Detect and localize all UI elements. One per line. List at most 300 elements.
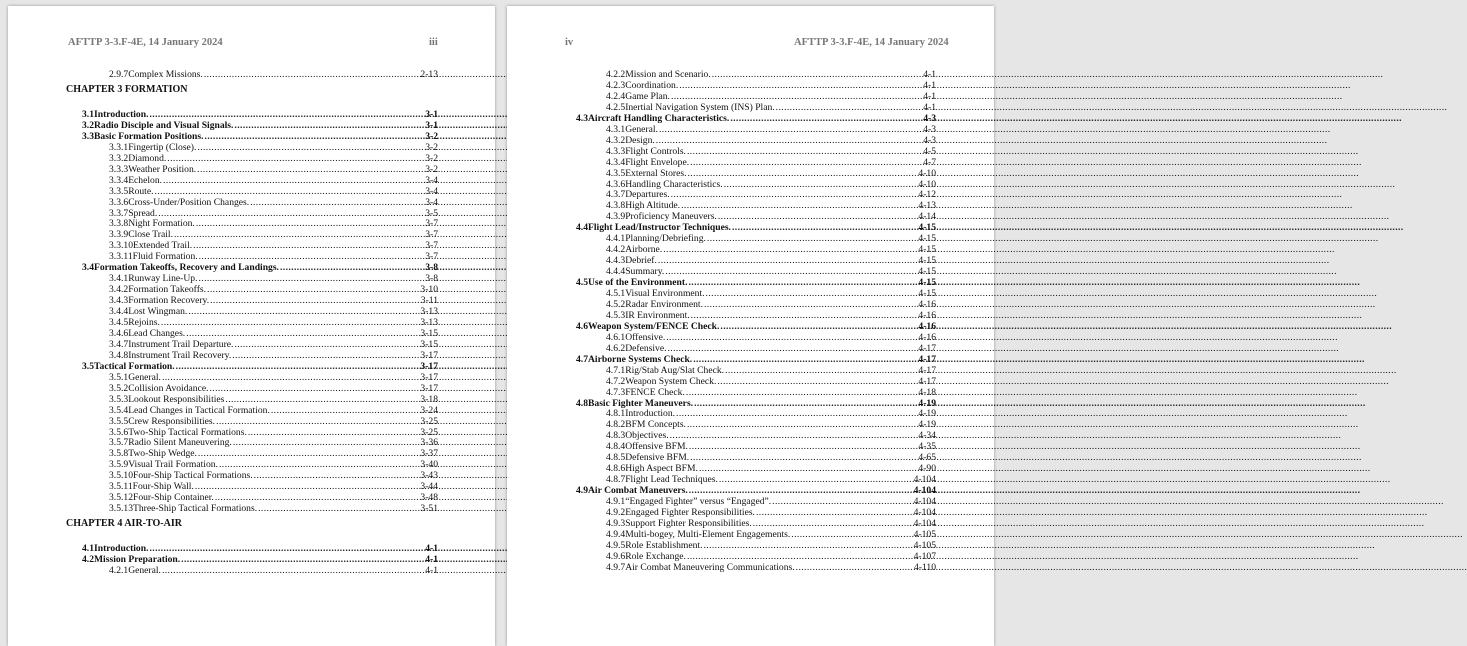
toc-subsection-entry[interactable]: [109, 448, 438, 459]
toc-section-entry[interactable]: [576, 222, 936, 233]
toc-entry-title: Introduction.: [94, 543, 149, 555]
dot-leader: [690, 452, 917, 463]
dot-leader: [232, 350, 419, 361]
dot-leader: [174, 229, 424, 240]
dot-leader: [149, 109, 424, 120]
toc-subsection-entry[interactable]: [109, 229, 438, 240]
toc-subsection-entry[interactable]: [606, 419, 936, 430]
toc-entry-title: IR Environment.: [625, 309, 690, 321]
toc-entry-number: 3.4.2: [109, 284, 129, 296]
toc-subsection-entry[interactable]: [606, 507, 936, 518]
toc-entry-title: Crew Responsibilities.: [128, 415, 216, 427]
toc-section-entry[interactable]: [82, 120, 438, 131]
dot-leader: [149, 543, 424, 554]
toc-entry-page: 3-4: [425, 196, 438, 208]
toc-entry-title: Use of the Environment.: [588, 277, 688, 289]
toc-entry-page: 4-17: [918, 353, 936, 365]
toc-entry-number: 3.3.5: [109, 185, 129, 197]
toc-subsection-entry[interactable]: [606, 376, 936, 387]
dot-leader: [706, 288, 918, 299]
toc-section-entry[interactable]: [82, 361, 438, 372]
toc-subsection-entry[interactable]: [109, 383, 438, 394]
dot-leader: [186, 328, 419, 339]
toc-entry-title: Defensive.: [625, 342, 667, 354]
toc-entry-number: 3.3.2: [109, 152, 129, 164]
toc-entry-page: 4-1: [425, 554, 438, 566]
toc-entry-number: 4.8: [576, 397, 588, 409]
toc-section-entry[interactable]: [576, 398, 936, 409]
toc-entry-page: 3-7: [425, 218, 438, 230]
toc-entry-page: 4-1: [923, 79, 936, 91]
toc-entry-page: 3-8: [425, 273, 438, 285]
toc-subsection-entry[interactable]: [606, 179, 936, 190]
toc-subsection-entry[interactable]: [109, 437, 438, 448]
toc-entry-title: Runway Line-Up.: [128, 273, 198, 285]
toc-entry-page: 4-15: [918, 266, 936, 278]
toc-subsection-entry[interactable]: [109, 339, 438, 350]
toc-subsection-entry[interactable]: [606, 157, 936, 168]
toc-entry-title: Close Trail.: [128, 229, 173, 241]
dot-leader: [689, 277, 918, 288]
toc-entry-page: 3-15: [420, 327, 438, 339]
dot-leader: [658, 255, 918, 266]
toc-subsection-entry[interactable]: [606, 387, 936, 398]
dot-leader: [687, 168, 917, 179]
toc-subsection-entry[interactable]: [109, 69, 438, 80]
toc-subsection-entry[interactable]: [109, 208, 438, 219]
toc-entry-title: Rejoins.: [128, 317, 160, 328]
dot-leader: [205, 131, 425, 142]
toc-subsection-entry[interactable]: [606, 452, 936, 463]
toc-entry-number: 3.4: [82, 262, 94, 274]
toc-entry-title: External Stores.: [625, 167, 687, 179]
toc-entry-number: 3.3.3: [109, 163, 129, 175]
toc-subsection-entry[interactable]: [606, 430, 936, 441]
toc-entry-number: 4.3.7: [606, 189, 626, 201]
toc-entry-number: 3.4.7: [109, 338, 129, 350]
toc-entry-page: 4-104: [913, 485, 936, 497]
toc-entry-title: Airborne Systems Check.: [588, 353, 693, 365]
toc-entry-title: Tactical Formation.: [94, 360, 175, 372]
toc-entry-number: 4.9.2: [606, 507, 626, 518]
toc-entry-number: 4.8.7: [606, 474, 626, 486]
toc-entry-number: 4.3.2: [606, 134, 626, 146]
toc-entry-title: Coordination.: [625, 79, 679, 91]
toc-subsection-entry[interactable]: [109, 175, 438, 186]
toc-subsection-entry[interactable]: [606, 233, 936, 244]
dot-leader: [209, 383, 419, 394]
toc-entry-page: 4-65: [918, 452, 936, 464]
toc-entry-page: 4-34: [918, 430, 936, 442]
toc-subsection-entry[interactable]: [109, 295, 438, 306]
dot-leader: [670, 430, 918, 441]
toc-entry-number: 4.8.4: [606, 441, 626, 453]
dot-leader: [254, 470, 420, 481]
toc-entry-page: 3-7: [425, 251, 438, 263]
toc-entry-number: 3.4.4: [109, 306, 129, 318]
toc-entry-title: “Engaged Fighter” versus “Engaged”.: [625, 496, 772, 508]
toc-entry-title: Complex Missions.: [128, 69, 203, 80]
dot-leader: [707, 233, 917, 244]
toc-entry-page: 3-7: [425, 229, 438, 241]
toc-entry-number: 4.9.4: [606, 528, 626, 540]
toc-subsection-entry[interactable]: [606, 365, 936, 376]
dot-leader: [703, 540, 912, 551]
toc-entry-number: 3.5.12: [109, 492, 133, 504]
toc-entry-title: Night Formation.: [128, 218, 195, 230]
toc-entry-title: High Altitude.: [625, 200, 681, 212]
toc-entry-number: 4.5: [576, 277, 588, 289]
page-number: iii: [429, 37, 438, 48]
dot-leader: [681, 200, 917, 211]
toc-subsection-entry[interactable]: [606, 310, 936, 321]
dot-leader: [250, 197, 424, 208]
toc-subsection-entry[interactable]: [606, 496, 936, 507]
toc-subsection-entry[interactable]: [606, 91, 936, 102]
toc-entry-page: 3-1: [425, 119, 438, 131]
toc-entry-page: 3-44: [420, 481, 438, 493]
toc-subsection-entry[interactable]: [109, 306, 438, 317]
toc-entry-title: General.: [128, 565, 161, 576]
dot-leader: [188, 306, 419, 317]
toc-entry-number: 4.9.3: [606, 517, 626, 529]
toc-subsection-entry[interactable]: [109, 372, 438, 383]
toc-subsection-entry[interactable]: [109, 394, 438, 405]
toc-entry-title: Multi-bogey, Multi-Element Engagements.: [625, 528, 791, 540]
toc-entry-title: Flight Controls.: [625, 145, 686, 157]
toc-entry-page: 4-105: [913, 539, 936, 551]
toc-entry-page: 4-17: [918, 364, 936, 376]
toc-entry-title: Aircraft Handling Characteristics.: [588, 112, 730, 124]
dot-leader: [796, 562, 913, 573]
toc-entry-number: 3.5: [82, 360, 94, 372]
toc-section-entry[interactable]: [82, 131, 438, 142]
toc-entry-page: 4-14: [918, 211, 936, 223]
toc-entry-number: 4.8.2: [606, 419, 626, 431]
toc-subsection-entry[interactable]: [606, 529, 936, 540]
toc-section-entry[interactable]: [576, 321, 936, 332]
toc-entry-title: Flight Lead/Instructor Techniques.: [588, 222, 731, 234]
dot-leader: [724, 179, 918, 190]
toc-entry-title: Offensive BFM.: [625, 441, 688, 453]
toc-entry-page: 4-10: [918, 178, 936, 190]
toc-subsection-entry[interactable]: [109, 416, 438, 427]
dot-leader: [690, 157, 922, 168]
toc-entry-title: General.: [128, 371, 161, 383]
chapter-heading: CHAPTER 4 AIR-TO-AIR: [66, 518, 182, 530]
toc-entry-title: Instrument Trail Recovery.: [128, 349, 232, 361]
toc-entry-title: Four-Ship Wall.: [132, 481, 194, 493]
toc-subsection-entry[interactable]: [606, 299, 936, 310]
toc-entry-page: 3-10: [420, 284, 438, 296]
toc-entry-page: 3-15: [420, 338, 438, 350]
dot-leader: [753, 518, 913, 529]
toc-subsection-entry[interactable]: [606, 562, 936, 573]
dot-leader: [666, 332, 917, 343]
toc-entry-number: 3.5.8: [109, 448, 129, 460]
toc-subsection-entry[interactable]: [606, 244, 936, 255]
toc-entry-number: 4.3.5: [606, 167, 626, 179]
toc-entry-number: 4.9.1: [606, 496, 626, 508]
toc-entry-page: 3-17: [420, 382, 438, 394]
toc-entry-page: 3-36: [420, 437, 438, 449]
toc-entry-number: 3.5.5: [109, 415, 129, 427]
toc-entry-page: 4-16: [918, 309, 936, 321]
toc-subsection-entry[interactable]: [606, 540, 936, 551]
toc-subsection-entry[interactable]: [109, 328, 438, 339]
toc-subsection-entry[interactable]: [606, 211, 936, 222]
dot-leader: [181, 554, 424, 565]
chapter-heading: CHAPTER 3 FORMATION: [66, 83, 188, 95]
toc-entry-page: 3-43: [420, 470, 438, 482]
toc-entry-title: Debrief.: [625, 255, 657, 267]
toc-entry-page: 4-3: [923, 112, 936, 124]
dot-leader: [718, 211, 918, 222]
toc-entry-page: 4-19: [918, 408, 936, 420]
toc-section-entry[interactable]: [576, 485, 936, 496]
toc-subsection-entry[interactable]: [109, 470, 438, 481]
toc-subsection-entry[interactable]: [606, 124, 936, 135]
toc-entry-title: Airborne.: [625, 244, 663, 256]
toc-entry-page: 4-16: [918, 331, 936, 343]
toc-entry-page: 3-17: [420, 371, 438, 383]
toc-entry-number: 4.4.1: [606, 233, 626, 245]
toc-entry-number: 4.7: [576, 353, 588, 365]
toc-entry-page: 3-4: [425, 174, 438, 186]
toc-subsection-entry[interactable]: [606, 288, 936, 299]
dot-leader: [215, 492, 420, 503]
toc-entry-number: 4.8.5: [606, 452, 626, 464]
toc-subsection-entry[interactable]: [109, 153, 438, 164]
toc-subsection-entry[interactable]: [109, 218, 438, 229]
toc-section-entry[interactable]: [82, 262, 438, 273]
dot-leader: [198, 273, 424, 284]
toc-entry-number: 4.4.3: [606, 255, 626, 267]
dot-leader: [687, 419, 917, 430]
dot-leader: [233, 437, 420, 448]
dot-leader: [193, 240, 424, 251]
toc-subsection-entry[interactable]: [109, 565, 438, 576]
toc-entry-title: Role Establishment.: [625, 539, 703, 551]
toc-subsection-entry[interactable]: [606, 332, 936, 343]
toc-subsection-entry[interactable]: [109, 481, 438, 492]
toc-entry-number: 4.4.2: [606, 244, 626, 256]
toc-entry-page: 4-35: [918, 441, 936, 453]
toc-subsection-entry[interactable]: [109, 503, 438, 514]
toc-entry-number: 4.3.1: [606, 123, 626, 135]
toc-subsection-entry[interactable]: [606, 189, 936, 200]
dot-leader: [234, 120, 424, 131]
toc-entry-number: 3.3.10: [109, 240, 133, 252]
toc-subsection-entry[interactable]: [606, 474, 936, 485]
toc-entry-page: 4-107: [913, 550, 936, 562]
toc-entry-number: 3.3: [82, 130, 94, 142]
dot-leader: [280, 262, 424, 273]
toc-subsection-entry[interactable]: [109, 240, 438, 251]
toc-subsection-entry[interactable]: [606, 135, 936, 146]
toc-entry-title: Visual Environment.: [625, 288, 705, 299]
toc-entry-page: 4-17: [918, 342, 936, 354]
toc-section-entry[interactable]: [576, 354, 936, 365]
toc-entry-number: 3.3.4: [109, 174, 129, 186]
toc-entry-page: 3-7: [425, 240, 438, 252]
dot-leader: [197, 164, 424, 175]
toc-entry-number: 3.3.11: [109, 251, 133, 263]
toc-entry-title: Weapon System Check.: [625, 375, 717, 387]
dot-leader: [791, 529, 912, 540]
toc-subsection-entry[interactable]: [606, 200, 936, 211]
toc-entry-page: 4-15: [918, 277, 936, 289]
dot-leader: [689, 485, 913, 496]
dot-leader: [258, 503, 419, 514]
toc-entry-number: 3.1: [82, 108, 94, 120]
toc-entry-page: 2-13: [420, 69, 438, 80]
toc-entry-title: Formation Recovery.: [128, 295, 210, 307]
toc-section-entry[interactable]: [576, 277, 936, 288]
toc-subsection-entry[interactable]: [109, 350, 438, 361]
toc-entry-page: 3-18: [420, 393, 438, 405]
toc-entry-page: 4-15: [918, 233, 936, 245]
toc-entry-number: 4.7.2: [606, 375, 626, 387]
toc-entry-title: FENCE Check.: [625, 386, 685, 398]
toc-entry-number: 4.8.3: [606, 430, 626, 442]
toc-section-entry[interactable]: [82, 543, 438, 554]
toc-entry-page: 4-15: [918, 255, 936, 267]
toc-entry-title: Formation Takeoffs.: [128, 284, 207, 296]
dot-leader: [712, 69, 922, 80]
toc-subsection-entry[interactable]: [606, 463, 936, 474]
toc-entry-title: Support Fighter Responsibilities.: [625, 517, 752, 529]
toc-subsection-entry[interactable]: [109, 273, 438, 284]
toc-entry-title: Extended Trail.: [132, 240, 193, 252]
toc-subsection-entry[interactable]: [606, 80, 936, 91]
toc-subsection-entry[interactable]: [109, 142, 438, 153]
toc-entry-page: 4-18: [918, 386, 936, 398]
dot-leader: [693, 354, 917, 365]
toc-entry-number: 3.5.6: [109, 426, 129, 438]
toc-subsection-entry[interactable]: [109, 459, 438, 470]
toc-entry-title: Four-Ship Container.: [132, 492, 214, 504]
toc-subsection-entry[interactable]: [109, 405, 438, 416]
toc-entry-number: 4.5.3: [606, 309, 626, 321]
toc-entry-title: Mission Preparation.: [94, 554, 181, 566]
dot-leader: [667, 343, 917, 354]
toc-entry-page: 3-2: [425, 163, 438, 175]
toc-subsection-entry[interactable]: [606, 255, 936, 266]
toc-entry-number: 4.2.4: [606, 90, 626, 102]
dot-leader: [271, 405, 420, 416]
toc-entry-title: Basic Formation Positions.: [94, 130, 204, 142]
toc-entry-title: Three-Ship Tactical Formations.: [132, 503, 258, 515]
toc-entry-number: 3.4.8: [109, 349, 129, 361]
toc-entry-title: Two-Ship Wedge.: [128, 448, 197, 460]
toc-subsection-entry[interactable]: [606, 343, 936, 354]
dot-leader: [776, 102, 923, 113]
dot-leader: [158, 208, 424, 219]
toc-entry-number: 3.3.7: [109, 207, 129, 219]
dot-leader: [704, 299, 917, 310]
toc-entry-title: Proficiency Maneuvers.: [625, 211, 717, 223]
dot-leader: [225, 394, 419, 405]
toc-entry-number: 4.7.3: [606, 386, 626, 398]
toc-entry-number: 3.4.1: [109, 273, 129, 285]
page-number: iv: [565, 37, 574, 48]
toc-entry-page: 3-17: [420, 349, 438, 361]
toc-entry-page: 4-15: [918, 222, 936, 234]
toc-section-entry[interactable]: [82, 554, 438, 565]
toc-section-entry[interactable]: [576, 113, 936, 124]
toc-entry-number: 4.2.1: [109, 565, 129, 576]
toc-entry-title: Four-Ship Tactical Formations.: [132, 470, 253, 482]
toc-subsection-entry[interactable]: [109, 164, 438, 175]
dot-leader: [248, 427, 420, 438]
toc-entry-page: 3-17: [420, 360, 438, 372]
toc-entry-number: 3.5.10: [109, 470, 133, 482]
toc-entry-number: 4.3.6: [606, 178, 626, 190]
toc-entry-page: 4-1: [923, 69, 936, 80]
toc-entry-page: 4-3: [923, 123, 936, 135]
toc-section-entry[interactable]: [82, 109, 438, 120]
toc-entry-title: Rig/Stab Aug/Slat Check.: [625, 364, 725, 376]
toc-entry-page: 4-1: [425, 565, 438, 576]
dot-leader: [689, 441, 918, 452]
toc-subsection-entry[interactable]: [606, 146, 936, 157]
toc-subsection-entry[interactable]: [606, 441, 936, 452]
toc-entry-page: 3-48: [420, 492, 438, 504]
toc-entry-title: Lost Wingman.: [128, 306, 188, 318]
toc-subsection-entry[interactable]: [109, 427, 438, 438]
toc-entry-page: 4-7: [923, 156, 936, 168]
toc-entry-page: 3-2: [425, 130, 438, 142]
toc-entry-page: 4-19: [918, 397, 936, 409]
toc-subsection-entry[interactable]: [606, 518, 936, 529]
toc-entry-title: Flight Envelope.: [625, 156, 690, 168]
toc-entry-title: Planning/Debriefing.: [625, 233, 706, 245]
toc-subsection-entry[interactable]: [606, 168, 936, 179]
toc-entry-page: 4-15: [918, 288, 936, 299]
toc-subsection-entry[interactable]: [606, 551, 936, 562]
toc-entry-page: 3-1: [425, 108, 438, 120]
toc-subsection-entry[interactable]: [109, 492, 438, 503]
toc-subsection-entry[interactable]: [606, 69, 936, 80]
toc-entry-number: 3.5.2: [109, 382, 129, 394]
toc-entry-title: General.: [625, 123, 658, 135]
toc-entry-page: 3-5: [425, 207, 438, 219]
dot-leader: [725, 365, 917, 376]
toc-entry-title: Design.: [625, 134, 655, 146]
toc-subsection-entry[interactable]: [109, 251, 438, 262]
toc-subsection-entry[interactable]: [109, 284, 438, 295]
dot-leader: [198, 448, 419, 459]
dot-leader: [204, 69, 420, 80]
toc-entry-title: Air Combat Maneuvers.: [588, 485, 688, 497]
toc-entry-title: Role Exchange.: [625, 550, 686, 562]
toc-subsection-entry[interactable]: [109, 186, 438, 197]
dot-leader: [162, 372, 419, 383]
toc-entry-title: Fingertip (Close).: [128, 141, 197, 153]
toc-page-right: [507, 6, 994, 646]
toc-subsection-entry[interactable]: [606, 408, 936, 419]
running-header-title: AFTTP 3-3.F-4E, 14 January 2024: [68, 37, 223, 48]
toc-subsection-entry[interactable]: [109, 317, 438, 328]
toc-subsection-entry[interactable]: [606, 102, 936, 113]
toc-entry-title: Lead Changes.: [128, 327, 186, 339]
toc-entry-number: 3.5.13: [109, 503, 133, 515]
toc-subsection-entry[interactable]: [606, 266, 936, 277]
toc-entry-page: 3-37: [420, 448, 438, 460]
toc-entry-page: 3-4: [425, 185, 438, 197]
toc-subsection-entry[interactable]: [109, 197, 438, 208]
